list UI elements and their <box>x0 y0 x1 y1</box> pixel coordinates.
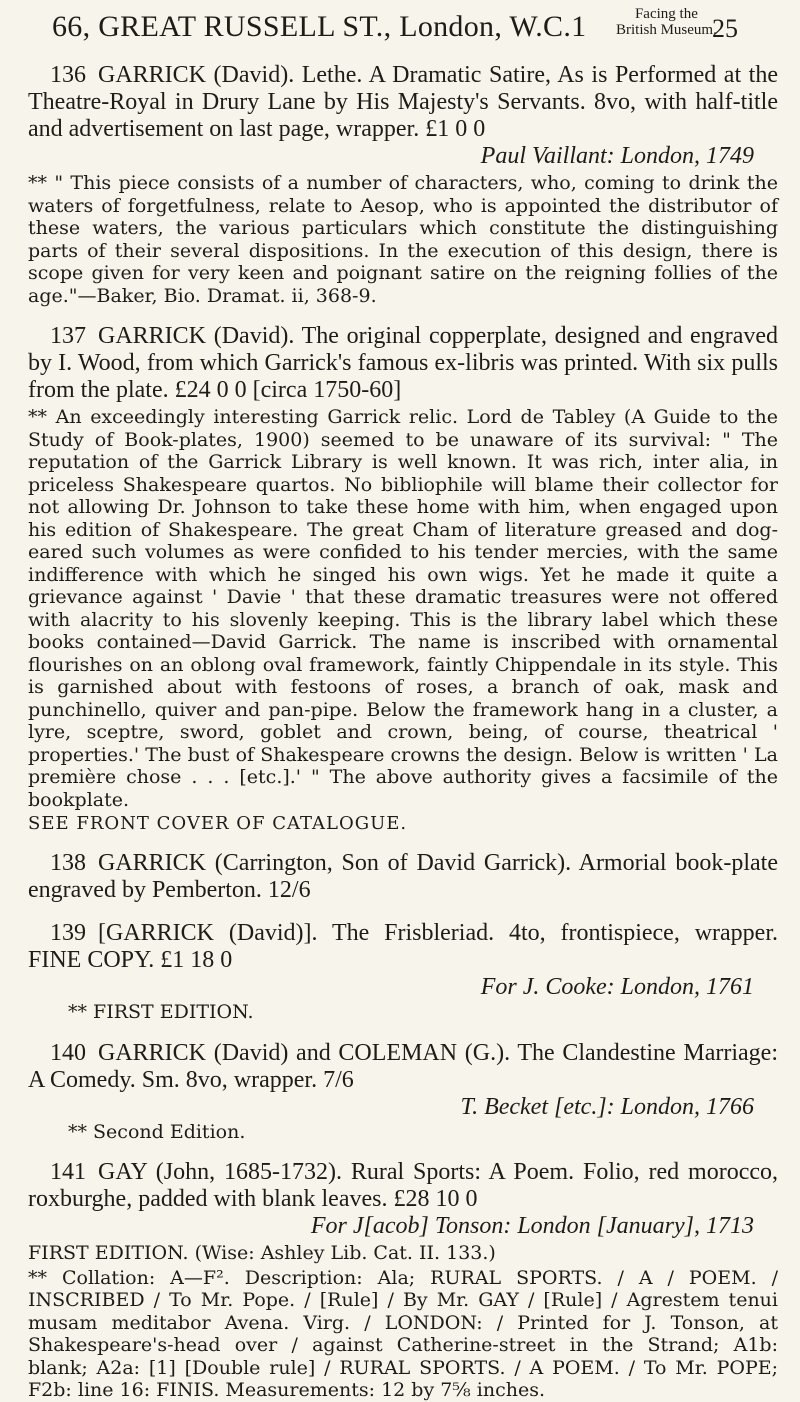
entry-imprint: For J. Cooke: London, 1761 <box>480 974 754 1000</box>
bookseller-address: 66, GREAT RUSSELL ST., London, W.C.1 <box>52 10 587 43</box>
entry-number: 136 <box>50 62 86 88</box>
entry-number: 140 <box>50 1039 86 1066</box>
entry-imprint: T. Becket [etc.]: London, 1766 <box>460 1093 754 1120</box>
entry-description <box>28 1040 778 1121</box>
entry-main-text: GARRICK (David). Lethe. A Dramatic Satire, As is Performed at the Theatre-Royal in Drury Lane by His Majesty's Servants. 8vo, with half-title and advertisement on last page, wrapper. £1 0 0 <box>28 62 778 142</box>
entry-description <box>28 920 778 1001</box>
page-header <box>28 0 778 62</box>
entry-main-text: GARRICK (David) and COLEMAN (G.). The Clandestine Marriage: A Comedy. Sm. 8vo, wrapper. 7/6 <box>28 1039 778 1093</box>
entry-number: 138 <box>50 850 86 876</box>
entry-description <box>28 850 778 904</box>
entry-first-edition-note: FIRST EDITION. (Wise: Ashley Lib. Cat. II. 133.) <box>28 1242 496 1264</box>
location-note-line2: British Museum. <box>616 22 717 38</box>
entry-main-text: GARRICK (David). The original copperplate, designed and engraved by I. Wood, from which Garrick's famous ex-libris was printed. With six pulls from the plate. £24 0 0 [circa 1750-60] <box>28 323 778 403</box>
see-cover-reference: SEE FRONT COVER OF CATALOGUE. <box>28 813 408 834</box>
entry-number: 139 <box>50 920 86 946</box>
catalogue-entry-139 <box>28 920 778 1024</box>
location-note-line1: Facing the <box>634 6 698 22</box>
entry-imprint: Paul Vaillant: London, 1749 <box>480 143 754 169</box>
entry-main-text: [GARRICK (David)]. The Frisbleriad. 4to, frontispiece, wrapper. FINE COPY. £1 18 0 <box>28 920 778 973</box>
catalogue-entry-140 <box>28 1040 778 1144</box>
entry-description <box>28 323 778 404</box>
entry-number: 137 <box>50 323 86 349</box>
catalogue-entry-137 <box>28 323 778 834</box>
entry-collation-note: ** Collation: A—F². Description: Ala; RURAL SPORTS. / A / POEM. / INSCRIBED / To Mr. Pope. / [Rule] / By Mr. GAY / [Rule] / Agrestem tenui musam meditabor Avena. Virg. / LONDON: / Printed for J. Tonson, at Shakespeare's-head over / against Catherine-street in the Strand; A1b: blank; A2a: [1] [Double rule] / RURAL SPORTS. / A POEM. / To Mr. POPE; F2b: line 16: FINIS. Measurements: 12 by 7⅝ inches. <box>28 1266 778 1401</box>
catalogue-entry-138 <box>28 850 778 904</box>
location-note <box>616 6 717 38</box>
entry-main-text: GAY (John, 1685-1732). Rural Sports: A Poem. Folio, red morocco, roxburghe, padded with blank leaves. £28 10 0 <box>28 1159 778 1212</box>
entry-number: 141 <box>50 1159 86 1185</box>
catalogue-entry-136 <box>28 62 778 307</box>
entry-note: ** An exceedingly interesting Garrick relic. Lord de Tabley (A Guide to the Study of Book-plates, 1900) seemed to be unaware of its survival: " The reputation of the Garrick Library is well known. It was rich, inter alia, in priceless Shakespeare quartos. No bibliophile will blame their collector for not allowing Dr. Johnson to take these home with him, when engaged upon his edition of Shakespeare. The great Cham of literature greased and dog-eared such volumes as were confided to his tender mercies, with the same indifference with which he singed his own wigs. Yet he made it quite a grievance against ' Davie ' that these dramatic treasures were not offered with alacrity to his slovenly keeping. This is the library label which these books contained—David Garrick. The name is inscribed with ornamental flourishes on an oblong oval framework, faintly Chippendale in its style. This is garnished about with festoons of roses, a branch of oak, mask and punchinello, quiver and pan-pipe. Below the framework hang in a cluster, a lyre, sceptre, sword, goblet and crown, being, of course, theatrical ' properties.' The bust of Shakespeare crowns the design. Below is written ' La première chose . . . [etc.].' " The above authority gives a facsimile of the bookplate. <box>28 406 778 811</box>
entry-description <box>28 1159 778 1240</box>
entry-description <box>28 62 778 170</box>
entry-note: ** " This piece consists of a number of characters, who, coming to drink the waters of forgetfulness, relate to Aesop, who is appointed the distributor of these waters, the various particulars which constitute the distinguishing parts of their several dispositions. In the execution of this design, there is scope given for very keen and poignant satire on the reigning follies of the age."—Baker, Bio. Dramat. ii, 368-9. <box>28 172 778 307</box>
entry-imprint: For J[acob] Tonson: London [January], 1713 <box>310 1213 754 1239</box>
entry-note: ** Second Edition. <box>68 1120 246 1143</box>
page-number: 25 <box>712 14 738 43</box>
entry-main-text: GARRICK (Carrington, Son of David Garrick). Armorial book-plate engraved by Pemberton. 12/6 <box>28 850 778 903</box>
catalogue-entry-141 <box>28 1159 778 1402</box>
entry-note: ** FIRST EDITION. <box>68 1001 254 1023</box>
